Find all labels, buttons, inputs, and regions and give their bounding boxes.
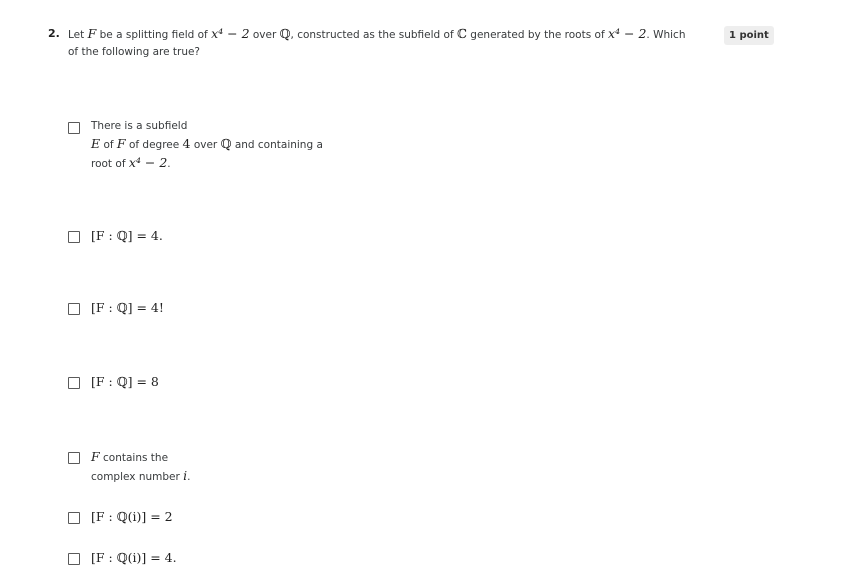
question-text-fragment: generated by the roots of (466, 29, 608, 41)
option-text: contains the (99, 452, 169, 464)
math-expression: [F : ℚ] = 4! (91, 300, 164, 315)
question-number: 2. (48, 27, 60, 40)
checkbox[interactable] (68, 303, 80, 315)
math-complex: ℂ (457, 26, 467, 41)
option-label (91, 448, 191, 486)
math-polynomial: x⁴ − 2 (128, 155, 168, 170)
checkbox[interactable] (68, 377, 80, 389)
question-text-fragment: over (249, 29, 280, 41)
math-polynomial: x⁴ − 2 (211, 26, 250, 41)
checkbox[interactable] (68, 452, 80, 464)
question-text-fragment: be a splitting field of (96, 29, 212, 41)
option-label (91, 118, 323, 173)
option-text: and containing a (231, 139, 323, 151)
math-rationals: ℚ (279, 26, 291, 41)
option-label (91, 549, 177, 566)
math-expression: [F : ℚ(i)] = 2 (91, 509, 173, 524)
option-label (91, 373, 159, 390)
math-F: F (87, 26, 97, 41)
math-expression: [F : ℚ(i)] = 4. (91, 550, 177, 565)
math-rationals: ℚ (220, 136, 232, 151)
math-E: E (91, 136, 101, 151)
math-i: i (183, 468, 188, 483)
math-expression: [F : ℚ] = 8 (91, 374, 159, 389)
option-text: . (167, 158, 171, 170)
option-text: There is a subfield (91, 120, 188, 132)
option-text: root of (91, 158, 129, 170)
checkbox[interactable] (68, 231, 80, 243)
option-text: . (187, 471, 191, 483)
option-label (91, 299, 164, 316)
points-badge: 1 point (724, 26, 774, 45)
checkbox[interactable] (68, 122, 80, 134)
math-degree: 4 (182, 136, 191, 151)
math-F: F (91, 449, 100, 464)
option-label (91, 508, 173, 525)
option-text: of degree (125, 139, 183, 151)
question-text-fragment: Let (68, 29, 88, 41)
option-text: complex number (91, 471, 184, 483)
question-text-fragment: . Which (646, 29, 686, 41)
math-expression: [F : ℚ] = 4. (91, 228, 163, 243)
option-text: of (100, 139, 117, 151)
checkbox[interactable] (68, 553, 80, 565)
option-label (91, 227, 163, 244)
checkbox[interactable] (68, 512, 80, 524)
question-text (68, 25, 688, 61)
question-text-fragment: of the following are true? (68, 46, 201, 58)
question-text-fragment: , constructed as the subfield of (290, 29, 458, 41)
math-F: F (116, 136, 126, 151)
option-text: over (190, 139, 221, 151)
math-polynomial: x⁴ − 2 (607, 26, 647, 41)
